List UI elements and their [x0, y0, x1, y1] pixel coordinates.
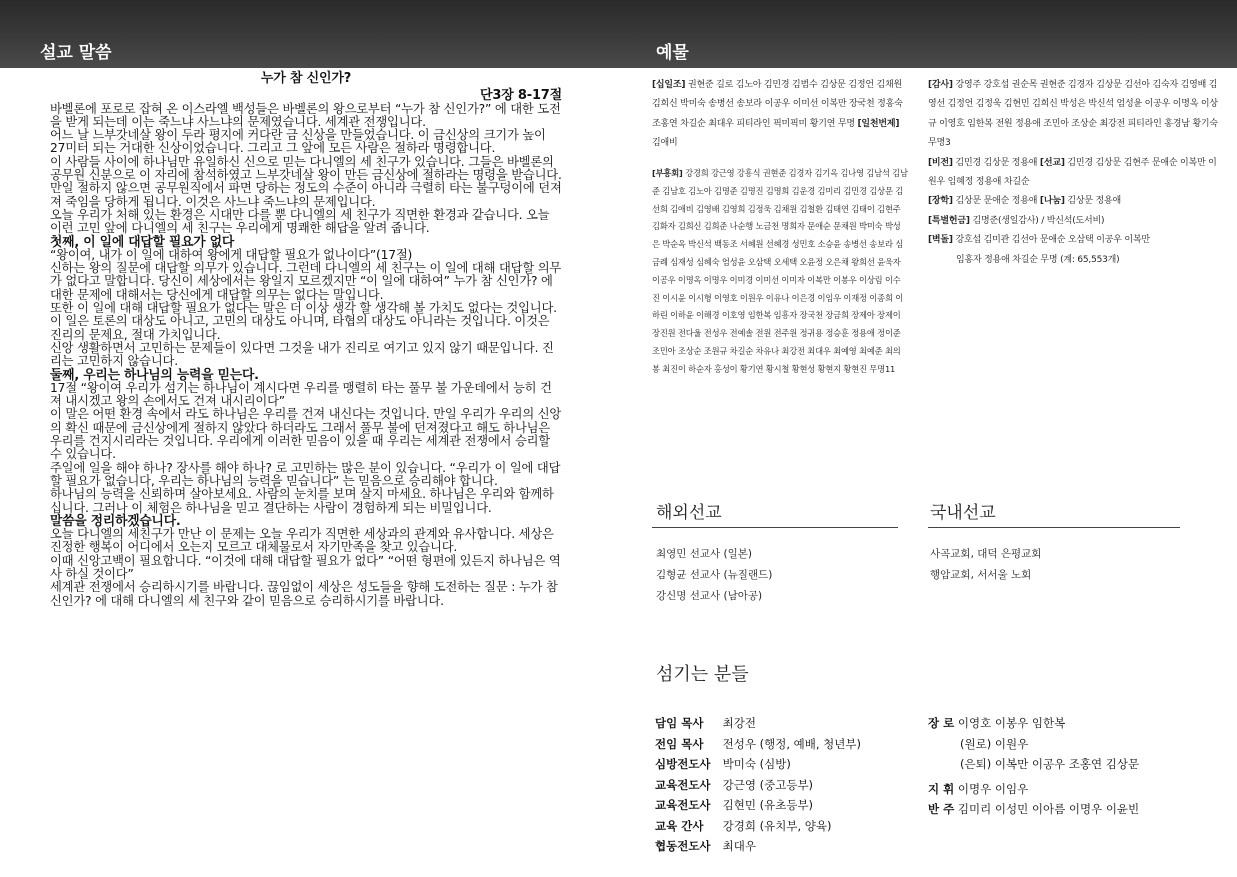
servant-role: 교육 간사 [655, 818, 704, 833]
servant-role: 반 주 [928, 802, 955, 816]
servants-title: 섬기는 분들 [656, 664, 749, 685]
offering-entry [928, 212, 1218, 231]
servant-row [655, 713, 861, 734]
offering-names: 김상문 문애순 정용애 [952, 196, 1040, 207]
offering-tithe-list [652, 76, 908, 154]
servant-role: 교육전도사 [655, 777, 711, 792]
sermon-paragraph: 하나님의 능력을 신뢰하며 살아보세요. 사람의 눈치를 보며 살지 마세요. 하나님은 우리와 함께하십니다. 그러나 이 체험은 하나님을 믿고 결단하는 사람이 경험하게 되는 비밀입니다. [50, 487, 554, 515]
mission-item: 김형균 선교사 (뉴질랜드) [656, 569, 773, 581]
servant-name: 최강전 [722, 716, 756, 730]
offering-entry [928, 231, 1218, 250]
servant-row: (은퇴) 이복만 이공우 조홍연 김상문 [960, 757, 1140, 771]
servant-row [928, 799, 1139, 820]
servant-row [655, 836, 861, 857]
mission-item: 사곡교회, 대덕 은평교회 [930, 548, 1042, 560]
servant-role: 지 휘 [928, 781, 955, 796]
sermon-paragraph: 바벨론에 포로로 잡혀 온 이스라엘 백성들은 바벨론의 왕으로부터 “누가 참 신인가?” 에 대한 도전을 받게 되는데 이는 죽느냐 사느냐의 문제였습니다. 세계관 전쟁입니다. [50, 101, 561, 129]
servant-role: 전임 목사 [655, 736, 704, 751]
offering-revival-list [652, 165, 908, 379]
offering-tag: [일천번제] [857, 118, 900, 129]
sermon-column [50, 72, 562, 608]
sermon-section-title: 설교 말씀 [40, 43, 112, 63]
servant-role: 협동전도사 [655, 839, 711, 853]
header-bar [0, 0, 1237, 68]
overseas-mission-title: 해외선교 [656, 503, 722, 523]
offering-entry-continued: 임홍자 정용애 차길순 무명 (계: 65,553개) [956, 254, 1120, 265]
servant-row [928, 713, 1139, 734]
offering-tag: [비전] [928, 157, 953, 168]
servant-row [928, 779, 1139, 800]
sermon-paragraph: 또한 이 일에 대해 대답할 필요가 없다는 말은 더 이상 생각 할 생각해 볼 가치도 없다는 것입니다. 이 일은 토론의 대상도 아니고, 고민의 대상도 아니며, 타협의 대상도 아니라는 것입니다. 이것은 진리의 문제요, 절대 가치입니다. [50, 301, 557, 342]
servant-role: 교육전도사 [655, 798, 711, 812]
offering-section-title: 예물 [656, 43, 689, 63]
offering-entry [928, 154, 1218, 193]
servant-row [655, 754, 861, 775]
overseas-mission-divider [652, 527, 898, 528]
servant-name: 강경희 (유치부, 양육) [722, 818, 832, 833]
servant-name: 이명우 이임우 [957, 781, 1029, 796]
servant-role: 담임 목사 [655, 716, 704, 730]
offering-names: 권현준 길로 김노아 김민경 김범수 김상문 김정언 김채원 김희신 박미숙 송병선 송보라 이공우 이미선 이복만 장국천 정홍숙 조홍연 차길순 최대우 피티라인 픽미픽미 황기연 무명 [652, 80, 903, 129]
servant-name: 박미숙 (심방) [722, 757, 791, 771]
domestic-mission-divider [928, 527, 1180, 528]
offering-tag: [감사] [928, 80, 953, 90]
offering-names: 김민경 김상문 정용애 [952, 157, 1040, 168]
servant-name: 김현민 (유초등부) [722, 798, 814, 812]
offering-tag: [부흥회] [652, 168, 683, 178]
sermon-paragraph: 이 말은 어떤 환경 속에서 라도 하나님은 우리를 건져 내신다는 것입니다. 만일 우리가 우리의 신앙의 확신 때문에 금신상에게 절하지 않았다 하더라도 그래서 풀무 불에 던져졌다고 해도 하나님은 우리를 건지시리라는 것입니다. 우리에게 이러한 믿음이 있을 때 우리는 세계관 전쟁에서 승리할 수 있습니다. [50, 407, 562, 462]
offering-tag: [선교] [1039, 157, 1065, 168]
servant-row [655, 734, 861, 755]
servant-row [655, 816, 861, 837]
sermon-paragraph: “왕이여, 내가 이 일에 대하여 왕에게 대답할 필요가 없나이다”(17절) [50, 247, 413, 262]
sermon-title: 누가 참 신인가? [260, 71, 352, 86]
mission-item: 최영민 선교사 (일본) [656, 548, 753, 560]
sermon-paragraph: 신하는 왕의 질문에 대답할 의무가 있습니다. 그런데 다니엘의 세 친구는 이 일에 대해 대답할 의무가 없다고 말합니다. 당신이 세상에서는 왕일지 모르겠지만 “이 일에 대하여” 누가 참 신인가? 에 대한 문제에 대해서는 당신에게 대답할 의무는 없다는 말입니다. [50, 261, 562, 302]
sermon-heading: 말씀을 정리하겠습니다. [50, 513, 181, 529]
servant-row [655, 795, 861, 816]
scripture-reference: 단3장 8-17절 [480, 88, 562, 104]
offering-tag: [벽돌] [928, 235, 953, 246]
offering-names: 김애비 [652, 138, 678, 149]
sermon-paragraph: 오늘 우리가 처해 있는 환경은 시대만 다를 뿐 다니엘의 세 친구가 직면한 환경과 같습니다. 오늘 이런 고민 앞에 다니엘의 세 친구는 우리에게 명쾌한 해답을 알려 줍니다. [50, 207, 550, 236]
servant-row [655, 775, 861, 796]
servant-name: 김미리 이성민 이아름 이명우 이윤빈 [957, 802, 1140, 816]
offering-entry [928, 192, 1218, 211]
offering-right-list [928, 76, 1218, 270]
offering-names: 김상문 정용애 [1064, 196, 1122, 207]
servant-name: 최대우 [722, 839, 756, 853]
sermon-paragraph: 이때 신앙고백이 필요합니다. “이것에 대해 대답할 필요가 없다” “어떤 형편에 있든지 하나님은 역사 하실 것이다” [50, 553, 561, 581]
servant-role: 장 로 [928, 716, 955, 730]
offering-tag: [십일조] [652, 80, 686, 90]
servant-name: 전성우 (행정, 예배, 청년부) [722, 736, 861, 751]
overseas-mission-list [656, 544, 772, 607]
offering-entry [928, 76, 1218, 154]
mission-item: 강신명 선교사 (남아공) [656, 590, 763, 602]
sermon-paragraph: 신앙 생활하면서 고민하는 문제들이 있다면 그것을 내가 진리로 여기고 있지 않기 때문입니다. 진리는 고민하지 않습니다. [50, 340, 554, 369]
domestic-mission-list [930, 544, 1041, 586]
domestic-mission-title: 국내선교 [930, 503, 996, 523]
sermon-paragraph: 어느 날 느부갓네살 왕이 두라 평지에 커다란 금 신상을 만들었습니다. 이 금신상의 크기가 높이 27미터 되는 거대한 신상이었습니다. 그리고 그 앞에 모든 사람은 절하라 명령합니다. [50, 128, 546, 156]
servants-left-list [655, 713, 861, 857]
servant-role: 심방전도사 [655, 757, 711, 771]
offering-tag: [특별헌금] [928, 215, 970, 226]
offering-names: 김민경 김상문 김현주 문애순 이복만 이원우 임혜정 정용애 차길순 [928, 157, 1217, 188]
sermon-paragraph: 세계관 전쟁에서 승리하시기를 바랍니다. 끊임없이 세상은 성도들을 향해 도전하는 질문 : 누가 참 신인가? 에 대해 다니엘의 세 친구와 같이 믿음으로 승리하시기를 바랍니다. [50, 580, 558, 608]
sermon-paragraph: 오늘 다니엘의 세친구가 만난 이 문제는 오늘 우리가 직면한 세상과의 관계와 유사합니다. 세상은 진정한 행복이 어디에서 오는지 모르고 대체물로서 자기만족을 찾고 있습니다. [50, 527, 554, 555]
offering-names: 김명준(생일감사) / 박신석(도서비) [969, 215, 1105, 226]
sermon-heading: 둘째, 우리는 하나님의 능력을 믿는다. [50, 367, 259, 383]
servant-row: (원로) 이원우 [960, 736, 1029, 751]
sermon-paragraph: 17절 “왕이여 우리가 섬기는 하나님이 계시다면 우리를 맹렬히 타는 풀무 불 가운데에서 능히 건져 내시겠고 왕의 손에서도 건져 내시리이다” [50, 380, 552, 409]
offering-names: 강영주 강호섭 권순목 권현준 김경자 김상문 김선아 김숙자 김영배 김영선 김정언 김정욱 김현민 김희신 박성은 박신석 엄성윤 이공우 이명옥 이상규 이영호 임한복 전원 정용애 조민아 조상순 최강전 피티라인 홍경남 황기숙 무명3 [928, 80, 1218, 149]
offering-tag: [장학] [928, 196, 953, 207]
servants-right-list [928, 713, 1139, 820]
servant-name: 이영호 이봉우 임한복 [957, 716, 1066, 730]
offering-names: 강경희 강근영 강흥식 권현준 김경자 김기옥 김나영 김남석 김남준 김남호 김노아 김명준 김명진 김명희 김운경 김미리 김민경 김상문 김선희 김애비 김영배 김영희 김정욱 김채원 김철환 김태연 김태이 김현주 김화자 김희신 김희준 나순행 노금천 명희자 문애순 문채원 박미숙 박성은 박순옥 박신석 백동조 서혜원 선혜경 성민호 소승윤 송병선 송보라 심금례 심재성 심혜숙 엄성윤 오삼택 오세택 오윤정 오은채 왕희선 윤욱자 이공우 이명옥 이명우 이미경 이미선 이미자 이복만 이봉우 이상림 이수진 이시윤 이시형 이영호 이원우 이유나 이은경 이임우 이재정 이종희 이하린 이하윤 이해경 이호영 임한복 임흥자 장국천 장금희 장제아 장제이 장진원 전다울 전성우 전예솔 전원 전주원 정귀용 정승훈 정용애 정이준 조민아 조상순 조원규 차길순 차유나 최강전 최대우 최예영 최예준 최의봉 최진이 하순자 홍성이 황기연 황시철 황현성 황현지 황현진 무명11 [652, 168, 908, 374]
sermon-body [50, 103, 562, 608]
sermon-paragraph: 주일에 일을 해야 하나? 장사를 해야 하나? 로 고민하는 많은 분이 있습니다. “우리가 이 일에 대답할 필요가 없습니다, 우리는 하나님의 능력을 믿습니다” 는 믿음으로 승리해야 합니다. [50, 460, 561, 488]
sermon-paragraph: 이 사람들 사이에 하나님만 유일하신 신으로 믿는 다니엘의 세 친구가 있습니다. 그들은 바벨론의 공무원 신분으로 이 자리에 참석하였고 느부갓네살 왕이 만든 금신상에 절하라는 명령을 받습니다. 만일 절하지 않으면 공무원직에서 파면 당하는 정도의 수준이 아니라 극렬히 타는 불구덩이에 던져져 죽임을 당하게 됩니다. 이것은 사느냐 죽느냐의 문제입니다. [50, 154, 562, 209]
servant-name: 강근영 (중고등부) [722, 777, 814, 792]
offering-names: 강호섭 김미관 김선아 문애순 오삼택 이공우 이복만 [952, 235, 1150, 246]
mission-item: 행암교회, 서서울 노회 [930, 569, 1032, 581]
sermon-heading: 첫째, 이 일에 대답할 필요가 없다 [50, 234, 235, 250]
offering-tag: [나눔] [1039, 196, 1065, 207]
